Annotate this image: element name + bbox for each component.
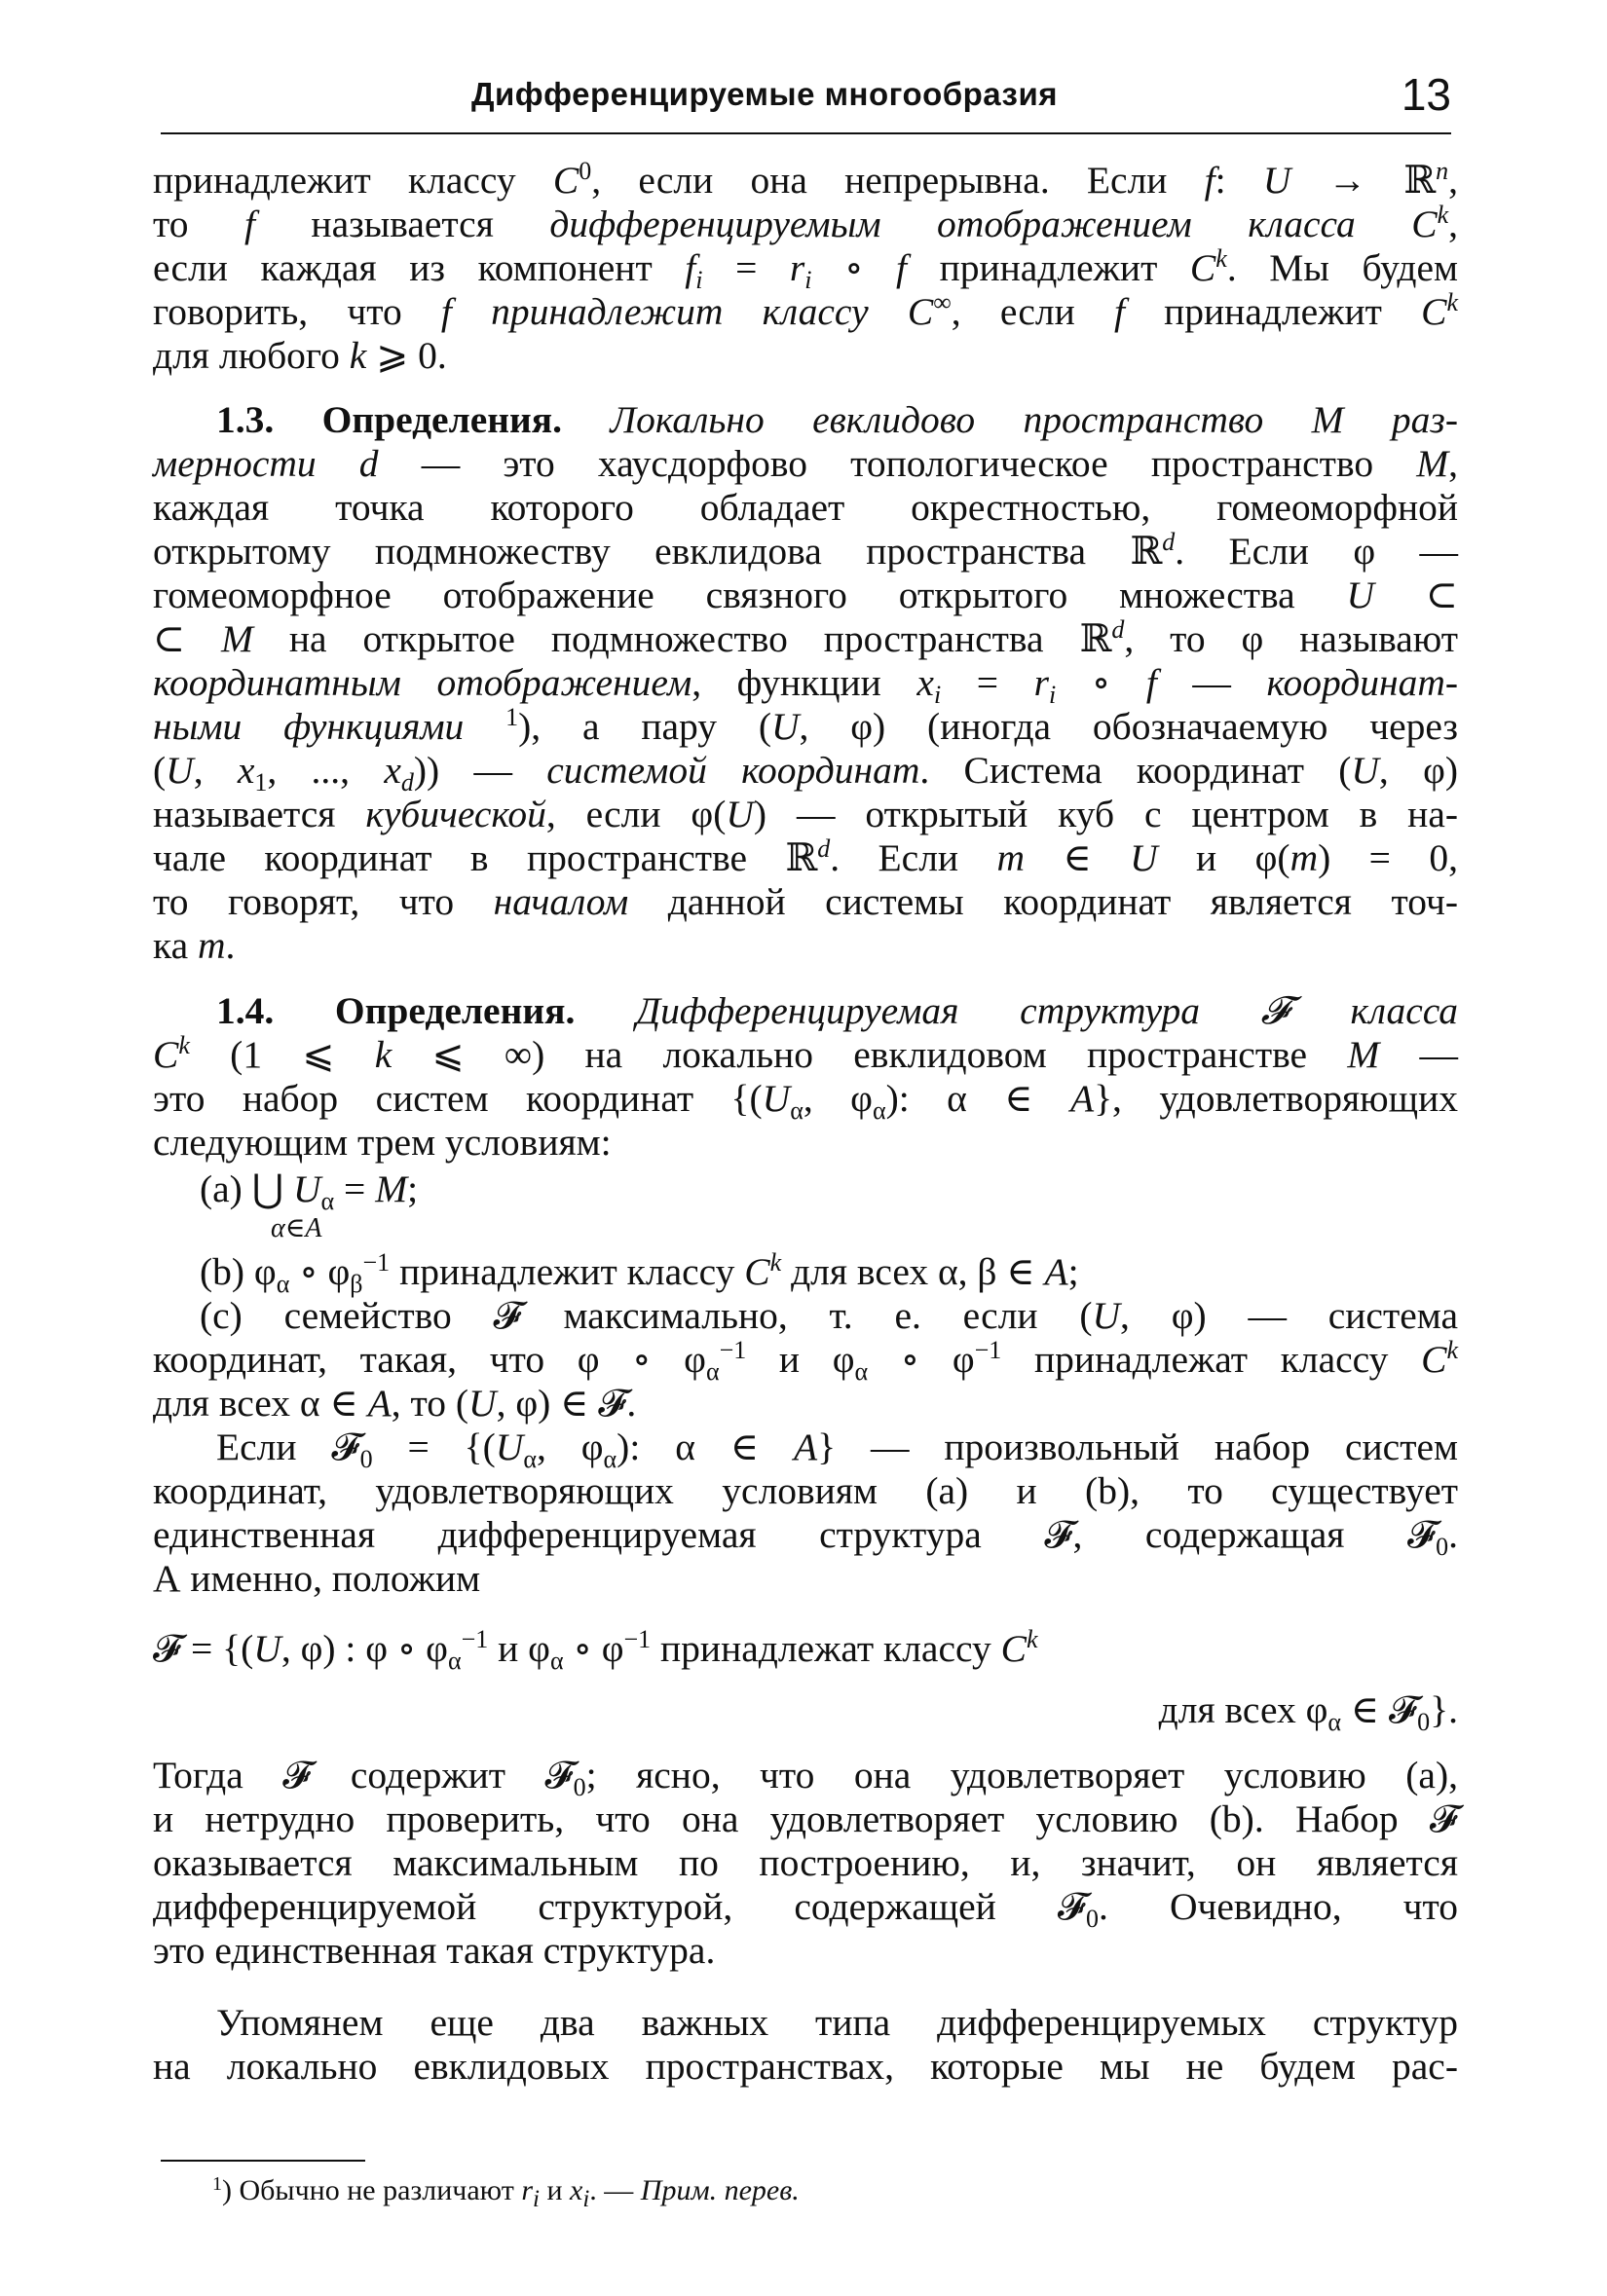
text-line: чале координат в пространстве ℝ$^d$. Если m ∈ U и φ(m) = 0, [153,834,1459,879]
text-line: координатным отображением, функции $x_i = r_i$ ∘ f — координат- [153,661,1459,709]
text-line: А именно, положим [153,1557,481,1600]
text-line: это набор систем координат {($U_\alpha$, $\varphi_\alpha$): α ∈ A}, удовлетворяющих [153,1077,1458,1125]
text-line: для всех $\varphi_\alpha$ ∈ 𝓕$_0$}. [1158,1688,1458,1736]
text-line: (U, $x_1$, ..., $x_d$)) — системой координат. Система координат (U, φ) [153,749,1459,796]
text-line: гомеоморфное отображение связного открытого множества U ⊂ [153,574,1458,616]
text-line: оказывается максимальным по построению, и, значит, он является [153,1841,1458,1884]
chapter-title: Дифференцируемые многообразия [470,76,1059,112]
running-header [161,68,1451,129]
text-line: принадлежит классу $C^0$, если она непрерывна. Если f: U → ℝ$^n$, [153,157,1458,202]
text-line: 1.4. Определения. Дифференцируемая структура 𝓕 класса [216,989,1458,1032]
text-line: для всех α ∈ A, то (U, φ) ∈ 𝓕. [153,1382,637,1425]
union-index-subscript: α∈A [271,1213,322,1243]
text-line: 1.3. Определения. Локально евклидово пространство M раз- [216,398,1459,441]
text-line: на локально евклидовых пространствах, которые мы не будем рас- [153,2045,1458,2088]
text-line: говорить, что f принадлежит классу C∞, если f принадлежит $C^k$ [153,288,1458,333]
header-rule [161,132,1451,134]
text-line: следующим трем условиям: [153,1121,612,1164]
text-line: называется кубической, если φ(U) — открытый куб с центром в на- [153,793,1459,835]
text-line: (c) семейство 𝓕 максимально, т. е. если (U, φ) — система [200,1294,1458,1337]
text-line: ными функциями $^1$), а пару (U, φ) (иногда обозначаемую через [153,703,1458,748]
text-line: единственная дифференцируемая структура 𝓕, содержащая 𝓕$_0$. [153,1513,1458,1561]
text-line: и нетрудно проверить, что она удовлетворяет условию (b). Набор 𝓕 [153,1797,1458,1840]
text-line: $C^k$ (1 ⩽ k ⩽ ∞) на локально евклидовом пространстве M — [153,1031,1459,1076]
text-line: каждая точка которого обладает окрестностью, гомеоморфной [153,486,1458,529]
text-line: открытому подмножеству евклидова пространства ℝ$^d$. Если φ — [153,528,1459,573]
text-line: то говорят, что началом данной системы координат является точ- [153,880,1458,923]
footnote: $^1$) Обычно не различают $r_i$ и $x_i$. — Прим. перев. [212,2173,800,2212]
text-line: Упомянем еще два важных типа дифференцируемых структур [216,2001,1458,2044]
footnote-rule [161,2160,365,2162]
text-line: координат, удовлетворяющих условиям (a) и (b), то существует [153,1469,1458,1512]
text-line: то f называется дифференцируемым отображением класса $C^k$, [153,201,1458,245]
text-line: 𝓕 = {(U, φ) : φ ∘ $\varphi_\alpha^{-1}$ и $\varphi_\alpha$ ∘ $\varphi^{-1}$ принадлежат классу $C^k$ [153,1625,1038,1675]
text-line: (a) ⋃ $U_\alpha = M$; [200,1167,419,1215]
text-line: для любого k ⩾ 0. [153,334,447,377]
text-line: ⊂ M на открытое подмножество пространства ℝ$^d$, то φ называют [153,615,1458,660]
text-line: мерности d — это хаусдорфово топологическое пространство M, [153,442,1458,485]
text-line: это единственная такая структура. [153,1929,716,1972]
page-number: 13 [1401,69,1451,120]
text-line: Тогда 𝓕 содержит 𝓕$_0$; ясно, что она удовлетворяет условию (a), [153,1754,1458,1801]
text-line: координат, такая, что φ ∘ $\varphi_\alpha^{-1}$ и $\varphi_\alpha$ ∘ $\varphi^{-1}$ принадлежат классу $C^k$ [153,1336,1458,1386]
text-line: (b) $\varphi_\alpha$ ∘ $\varphi_\beta^{-1}$ принадлежит классу $C^k$ для всех α, β ∈ A; [200,1248,1079,1298]
text-line: если каждая из компонент $f_i = r_i$ ∘ f принадлежит $C^k$. Мы будем [153,244,1458,294]
text-line: Если 𝓕$_0$ = {($U_\alpha$, $\varphi_\alpha$): α ∈ A} — произвольный набор систем [216,1426,1458,1473]
text-line: дифференцируемой структурой, содержащей 𝓕$_0$. Очевидно, что [153,1885,1459,1933]
text-line: ка m. [153,924,236,967]
